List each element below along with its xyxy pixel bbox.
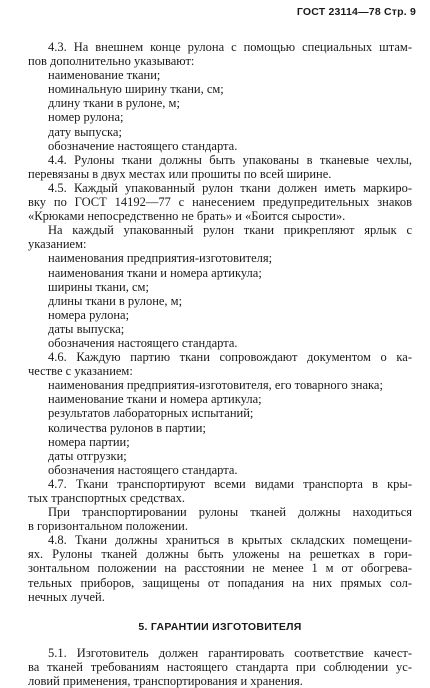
list-item: наименование ткани и номера артикула; (48, 392, 262, 407)
text-line: При транспортировании рулоны тканей должны находиться (48, 505, 412, 520)
list-item: наименование ткани; (48, 68, 161, 83)
text-line: честве с указанием: (28, 364, 133, 379)
list-item: наименования ткани и номера артикула; (48, 265, 262, 280)
list-item: длины ткани в рулоне, м; (48, 293, 183, 308)
text-line: нечных лучей. (28, 589, 105, 604)
list-item: обозначение настоящего стандарта. (48, 138, 238, 153)
section-heading: 5. ГАРАНТИИ ИЗГОТОВИТЕЛЯ (138, 620, 302, 633)
text-line: ловий применения, транспортирования и хранения. (28, 674, 303, 688)
document-body (28, 40, 412, 688)
list-item: наименования предприятия-изготовителя; (48, 251, 273, 266)
text-line: ва тканей требованиям настоящего стандарта при соблюдении ус- (28, 659, 412, 674)
text-line: 4.8. Ткани должны храниться в крытых складских помещени- (48, 533, 412, 548)
list-item: обозначения настоящего стандарта. (48, 462, 238, 477)
text-line: перевязаны в двух местах или прошиты по всей ширине. (28, 166, 332, 181)
text-line: «Крюками непосредственно не брать» и «Боится сырости». (28, 209, 346, 224)
text-line: ях. Рулоны тканей должны быть уложены на решетках в гори- (28, 547, 412, 562)
text-line: На каждый упакованный рулон ткани прикрепляют ярлык с (48, 223, 412, 238)
text-line: 4.6. Каждую партию ткани сопровождают документом о ка- (48, 350, 412, 365)
list-item: длину ткани в рулоне, м; (48, 96, 180, 111)
list-item: обозначения настоящего стандарта. (48, 335, 238, 350)
text-line: 4.7. Ткани транспортируют всеми видами транспорта в кры- (48, 476, 412, 491)
list-item: количества рулонов в партии; (48, 420, 206, 435)
text-line: в горизонтальном положении. (28, 519, 188, 534)
text-line: 5.1. Изготовитель должен гарантировать соответствие качест- (48, 645, 412, 660)
text-line: тельных приборов, защищены от попадания на них прямых сол- (28, 575, 412, 590)
text-line: указанием: (28, 237, 87, 252)
list-item: номер рулона; (48, 110, 124, 125)
list-item: наименования предприятия-изготовителя, его товарного знака; (48, 378, 383, 393)
text-line: 4.5. Каждый упакованный рулон ткани должен иметь маркиро- (48, 180, 412, 195)
list-item: номера партии; (48, 434, 130, 449)
list-item: даты отгрузки; (48, 448, 127, 463)
text-line: 4.4. Рулоны ткани должны быть упакованы в тканевые чехлы, (48, 152, 412, 167)
text-line: 4.3. На внешнем конце рулона с помощью специальных штам- (48, 40, 412, 54)
text-line: вку по ГОСТ 14192—77 с нанесением предупредительных знаков (28, 195, 412, 210)
list-item: номинальную ширину ткани, см; (48, 82, 224, 97)
list-item: номера рулона; (48, 307, 130, 322)
text-line: зонтальном положении на расстоянии не менее 1 м от обогрева- (28, 561, 412, 576)
list-item: дату выпуска; (48, 124, 122, 139)
list-item: даты выпуска; (48, 321, 125, 336)
text-line: пов дополнительно указывают: (28, 54, 195, 69)
page-header: ГОСТ 23114—78 Стр. 9 (296, 6, 416, 18)
list-item: результатов лабораторных испытаний; (48, 406, 254, 421)
list-item: ширины ткани, см; (48, 279, 149, 294)
text-line: тых транспортных средствах. (28, 491, 186, 505)
